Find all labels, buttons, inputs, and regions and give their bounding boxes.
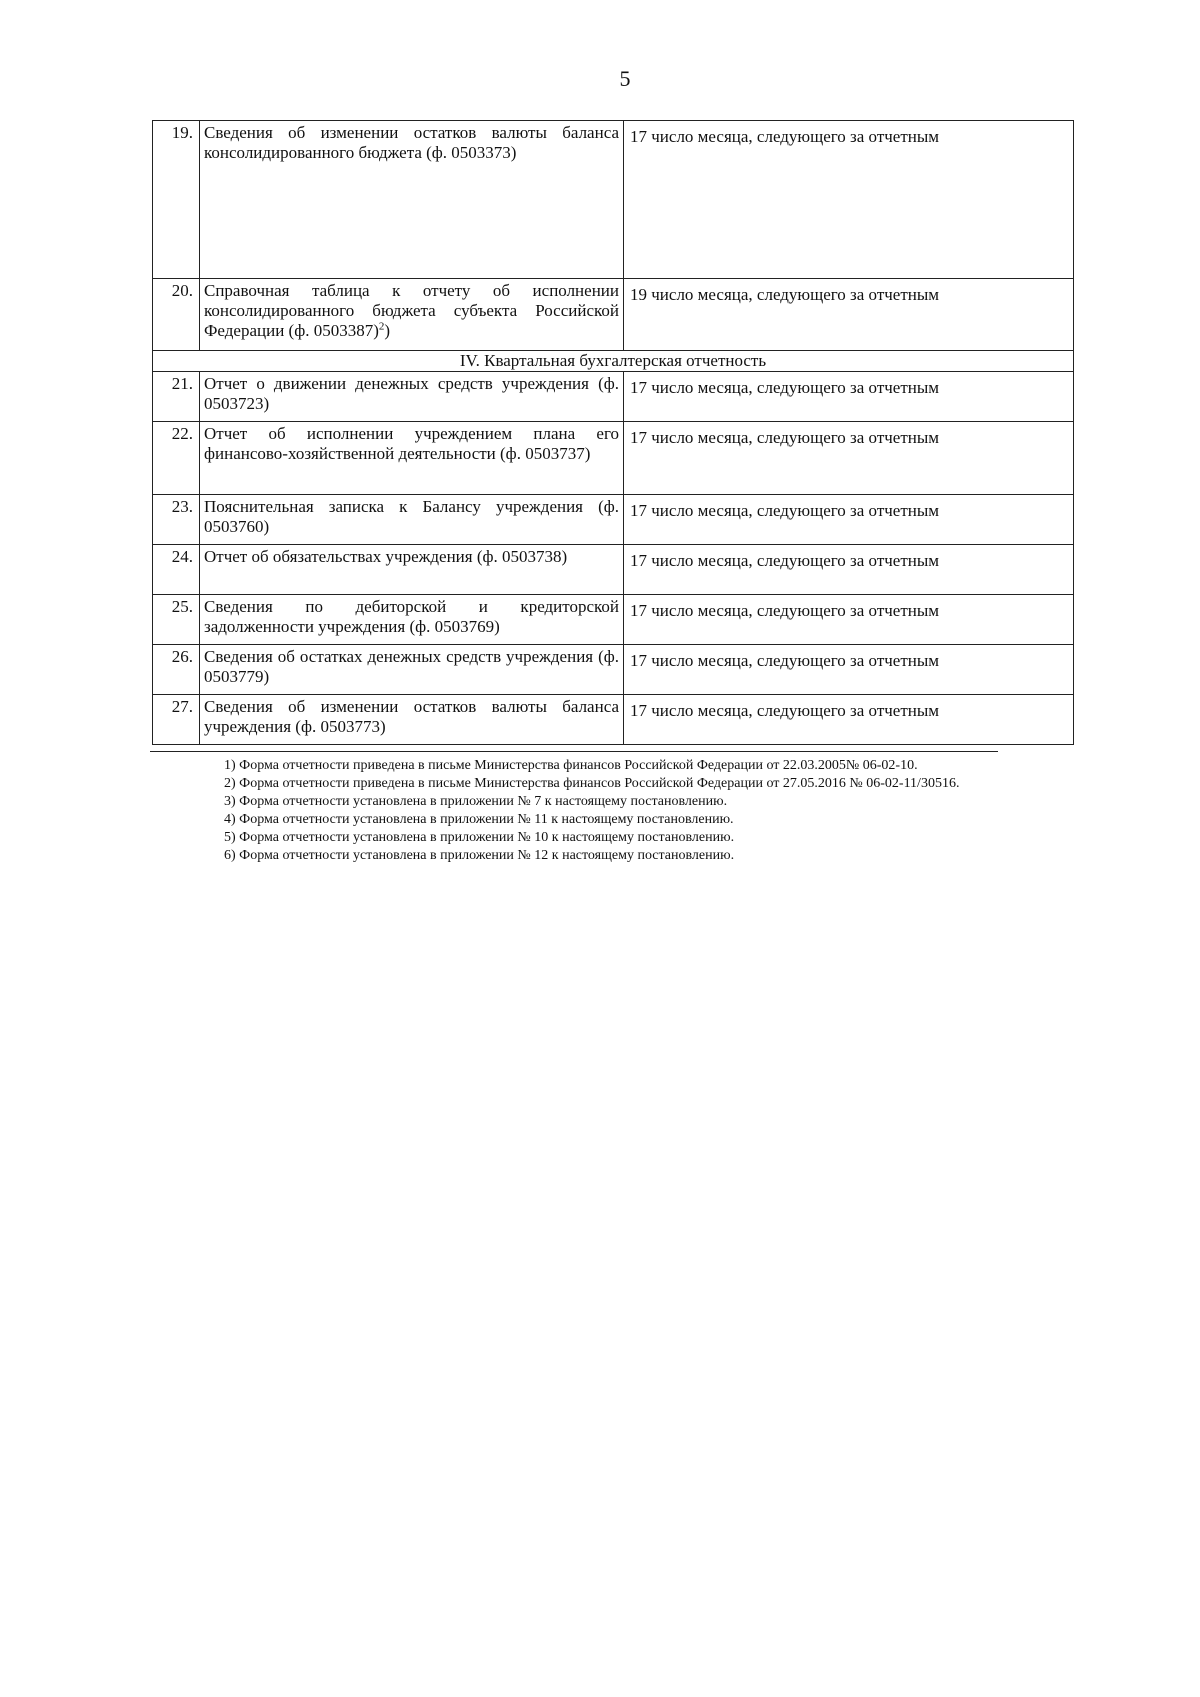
footnote-6: 6) Форма отчетности установлена в приложении № 12 к настоящему постановлению. (224, 848, 735, 863)
row-number: 19. (153, 121, 200, 279)
report-name: Отчет о движении денежных средств учреждения (ф. 0503723) (200, 372, 624, 422)
due-date: 17 число месяца, следующего за отчетным (624, 595, 1074, 645)
page-number: 5 (619, 66, 631, 91)
row-number: 26. (153, 645, 200, 695)
due-date: 17 число месяца, следующего за отчетным (624, 422, 1074, 495)
table-row (153, 495, 1074, 545)
footnote-4: 4) Форма отчетности установлена в приложении № 11 к настоящему постановлению. (224, 812, 734, 827)
table-row (153, 595, 1074, 645)
due-date: 17 число месяца, следующего за отчетным (624, 645, 1074, 695)
report-name: Отчет об обязательствах учреждения (ф. 0503738) (200, 545, 624, 595)
report-name: Сведения об изменении остатков валюты баланса консолидированного бюджета (ф. 0503373) (200, 121, 624, 279)
footnote-2: 2) Форма отчетности приведена в письме Министерства финансов Российской Федерации от 27.05.2016 № 06-02-11/30516. (224, 776, 960, 791)
footnote-1: 1) Форма отчетности приведена в письме Министерства финансов Российской Федерации от 22.03.2005№ 06-02-10. (224, 758, 918, 773)
due-date: 17 число месяца, следующего за отчетным (624, 695, 1074, 745)
row-number: 25. (153, 595, 200, 645)
report-name: Отчет об исполнении учреждением плана его финансово-хозяйственной деятельности (ф. 0503737) (200, 422, 624, 495)
section-header-row (153, 351, 1074, 372)
row-number: 23. (153, 495, 200, 545)
footnote-separator (150, 751, 998, 752)
footnote-5: 5) Форма отчетности установлена в приложении № 10 к настоящему постановлению. (224, 830, 735, 845)
footnotes (224, 757, 1104, 865)
table-row (153, 645, 1074, 695)
table-row (153, 545, 1074, 595)
row-number: 21. (153, 372, 200, 422)
report-name: Сведения об изменении остатков валюты баланса учреждения (ф. 0503773) (200, 695, 624, 745)
footnote-ref: 2 (378, 320, 385, 333)
due-date: 17 число месяца, следующего за отчетным (624, 121, 1074, 279)
row-number: 27. (153, 695, 200, 745)
table-row (153, 121, 1074, 279)
report-name: Сведения по дебиторской и кредиторской задолженности учреждения (ф. 0503769) (200, 595, 624, 645)
due-date: 17 число месяца, следующего за отчетным (624, 545, 1074, 595)
table-row (153, 422, 1074, 495)
report-name: Справочная таблица к отчету об исполнении консолидированного бюджета субъекта Российской Федерации (ф. 0503387) (204, 281, 619, 340)
due-date: 19 число месяца, следующего за отчетным (624, 279, 1074, 351)
report-name-cell (200, 279, 624, 351)
section-title: IV. Квартальная бухгалтерская отчетность (153, 351, 1074, 372)
table-row (153, 279, 1074, 351)
due-date: 17 число месяца, следующего за отчетным (624, 372, 1074, 422)
report-name-tail: ) (384, 321, 391, 340)
report-name: Пояснительная записка к Балансу учреждения (ф. 0503760) (200, 495, 624, 545)
row-number: 24. (153, 545, 200, 595)
table-row (153, 372, 1074, 422)
footnote-3: 3) Форма отчетности установлена в приложении № 7 к настоящему постановлению. (224, 794, 728, 809)
due-date: 17 число месяца, следующего за отчетным (624, 495, 1074, 545)
row-number: 22. (153, 422, 200, 495)
reporting-schedule-table (152, 120, 1074, 745)
row-number: 20. (153, 279, 200, 351)
report-name: Сведения об остатках денежных средств учреждения (ф. 0503779) (200, 645, 624, 695)
table-row (153, 695, 1074, 745)
